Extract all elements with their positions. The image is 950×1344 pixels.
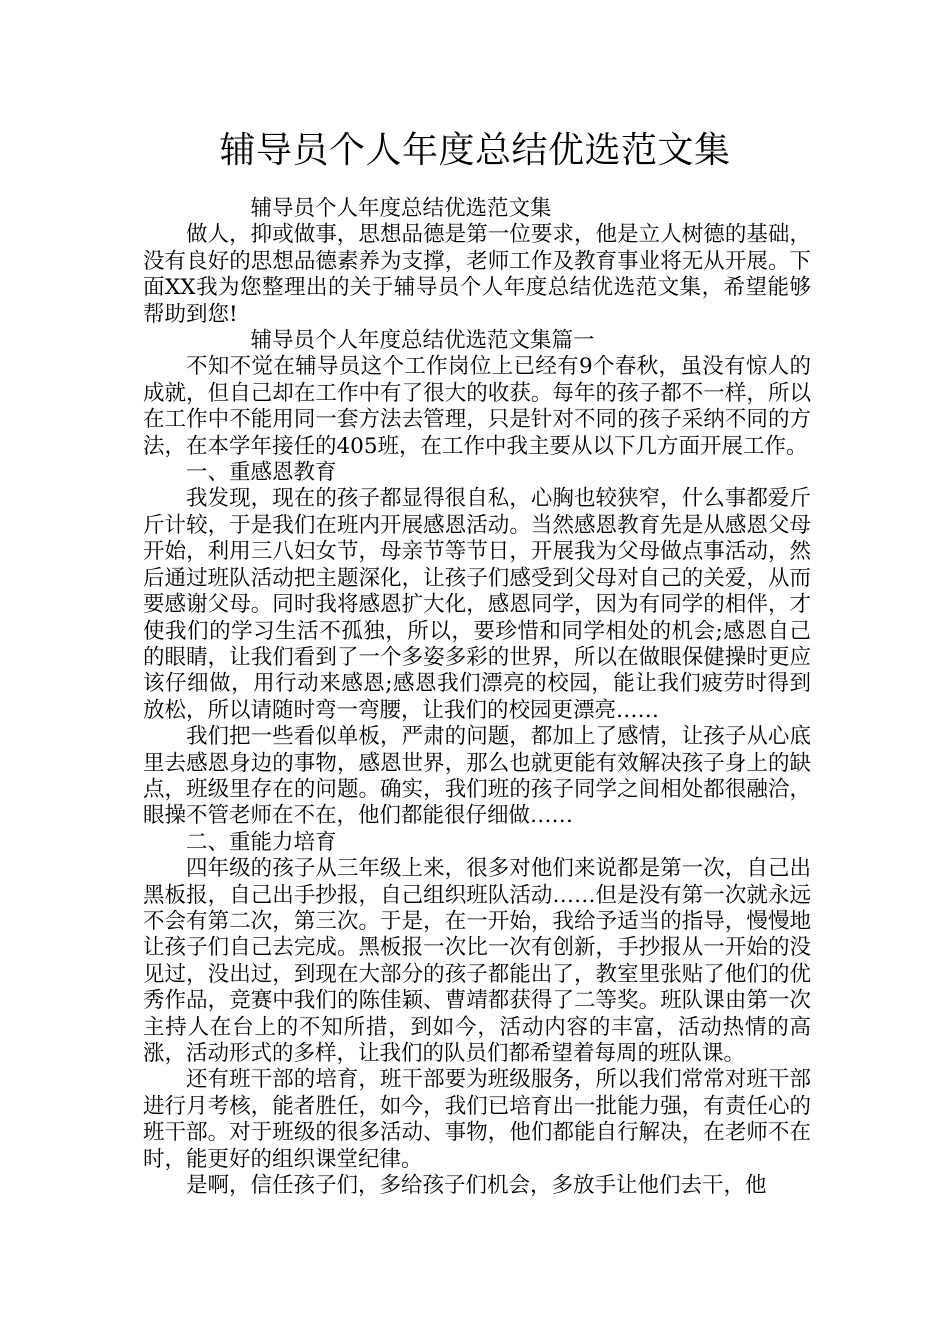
document-title: 辅导员个人年度总结优选范文集 xyxy=(219,130,731,171)
subheading: 辅导员个人年度总结优选范文集 xyxy=(250,196,552,221)
body-paragraph: 不知不觉在辅导员这个工作岗位上已经有9个春秋，虽没有惊人的成就，但自己却在工作中有了很大的收获。每年的孩子都不一样，所以在工作中不能用同一套方法去管理，只是针对不同的孩子采纳不同的方法，在本学年接任的405班，在工作中我主要从以下几方面开展工作。 xyxy=(143,354,811,459)
body-paragraph: 是啊，信任孩子们，多给孩子们机会，多放手让他们去干，他 xyxy=(186,1173,767,1199)
section-heading: 二、重能力培育 xyxy=(186,829,337,855)
body-paragraph: 我发现，现在的孩子都显得很自私，心胸也较狭窄，什么事都爱斤斤计较，于是我们在班内开展感恩活动。当然感恩教育先是从感恩父母开始，利用三八妇女节，母亲节等节日，开展我为父母做点事活动，然后通过班队活动把主题深化，让孩子们感受到父母对自己的关爱，从而要感谢父母。同时我将感恩扩大化，感恩同学，因为有同学的相伴，才使我们的学习生活不孤独，所以，要珍惜和同学相处的机会;感恩自己的眼睛，让我们看到了一个多姿多彩的世界，所以在做眼保健操时更应该仔细做，用行动来感恩;感恩我们漂亮的校园，能让我们疲劳时得到放松，所以请随时弯一弯腰，让我们的校园更漂亮…… xyxy=(143,486,811,723)
document-body xyxy=(143,196,811,1199)
body-paragraph: 还有班干部的培育，班干部要为班级服务，所以我们常常对班干部进行月考核，能者胜任，如今，我们已培育出一批能力强，有责任心的班干部。对于班级的很多活动、事物，他们都能自行解决，在老师不在时，能更好的组织课堂纪律。 xyxy=(143,1067,811,1172)
body-paragraph: 我们把一些看似单板，严肃的问题，都加上了感情，让孩子从心底里去感恩身边的事物，感恩世界，那么也就更能有效解决孩子身上的缺点，班级里存在的问题。确实，我们班的孩子同学之间相处都很融洽，眼操不管老师在不在，他们都能很仔细做…… xyxy=(143,724,811,829)
body-paragraph: 做人，抑或做事，思想品德是第一位要求，他是立人树德的基础，没有良好的思想品德素养为支撑，老师工作及教育事业将无从开展。下面XX我为您整理出的关于辅导员个人年度总结优选范文集，希望能够帮助到您! xyxy=(143,222,811,327)
body-paragraph: 四年级的孩子从三年级上来，很多对他们来说都是第一次，自己出黑板报，自己出手抄报，自己组织班队活动……但是没有第一次就永远不会有第二次，第三次。于是，在一开始，我给予适当的指导，慢慢地让孩子们自己去完成。黑板报一次比一次有创新，手抄报从一开始的没见过，没出过，到现在大部分的孩子都能出了，教室里张贴了他们的优秀作品，竞赛中我们的陈佳颖、曹靖都获得了二等奖。班队课由第一次主持人在台上的不知所措，到如今，活动内容的丰富，活动热情的高涨，活动形式的多样，让我们的队员们都希望着每周的班队课。 xyxy=(143,856,811,1066)
subheading: 辅导员个人年度总结优选范文集篇一 xyxy=(250,328,595,354)
section-heading: 一、重感恩教育 xyxy=(186,460,337,486)
